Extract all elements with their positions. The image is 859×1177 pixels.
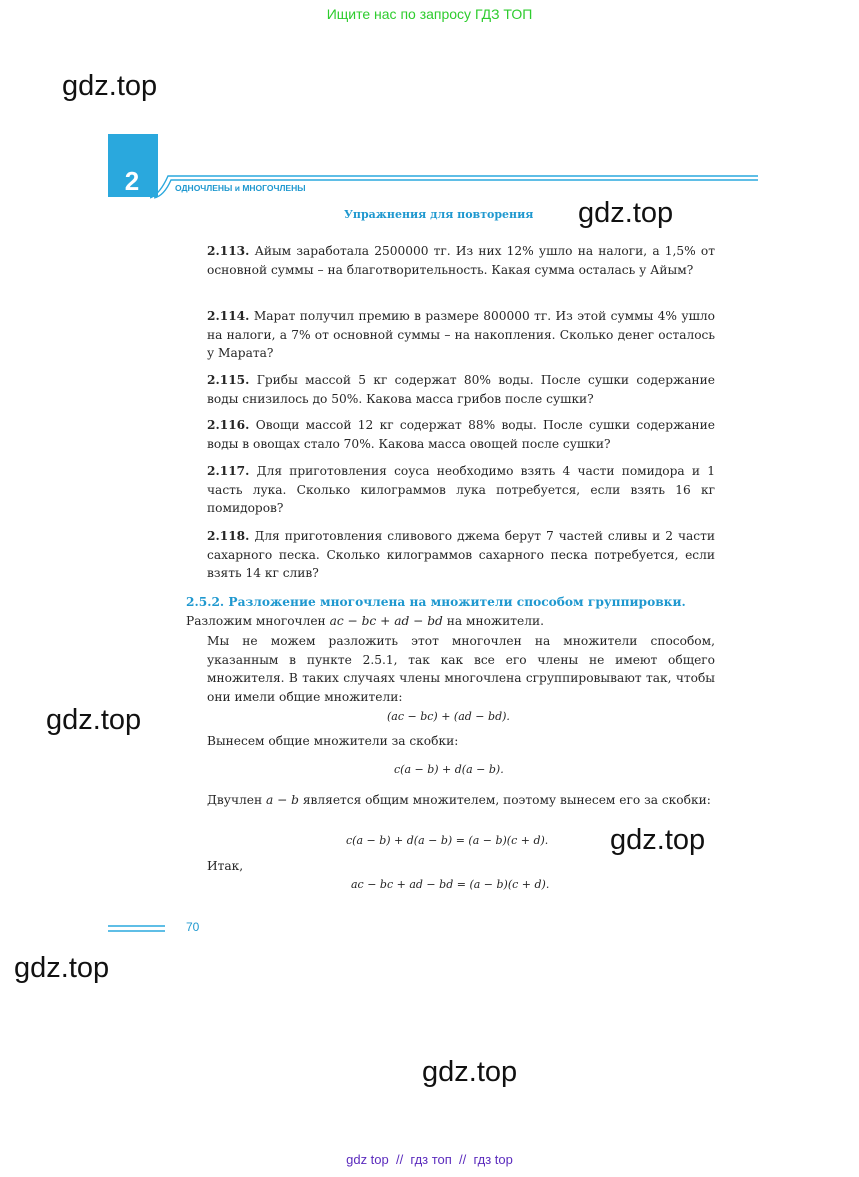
page-number-lines: [108, 923, 168, 935]
exercise-2-114: [207, 307, 715, 363]
watermark: gdz.top: [610, 824, 706, 856]
exercise-number: 2.118.: [207, 529, 250, 543]
exercise-text: Айым заработала 2500000 тг. Из них 12% ушло на налоги, а 1,5% от основной суммы – на благотворительность. Какая сумма осталась у Айым?: [207, 244, 716, 277]
footer-links[interactable]: gdz top // гдз топ // гдз top: [346, 1152, 513, 1167]
formula-1: (ac − bc) + (ad − bd).: [387, 710, 510, 723]
exercise-text: Марат получил премию в размере 800000 тг. Из этой суммы 4% ушло на налоги, а 7% от основной суммы – на накопления. Сколько денег осталось у Марата?: [207, 309, 715, 360]
paragraph-2: Вынесем общие множители за скобки:: [207, 734, 459, 748]
watermark: gdz.top: [578, 197, 674, 229]
watermark: gdz.top: [14, 952, 110, 984]
exercise-number: 2.115.: [207, 373, 250, 387]
exercise-text: Для приготовления соуса необходимо взять 4 части помидора и 1 часть лука. Сколько килограммов лука потребуется, если взять 16 кг помидоров?: [207, 464, 716, 515]
exercise-2-118: [207, 527, 715, 583]
paragraph-3: [207, 791, 715, 810]
chapter-header-lines: [150, 160, 760, 200]
exercise-number: 2.116.: [207, 418, 250, 432]
subsection-title-block: [186, 593, 715, 630]
chapter-label: ОДНОЧЛЕНЫ и МНОГОЧЛЕНЫ: [175, 183, 306, 193]
subsection-title: 2.5.2. Разложение многочлена на множители способом группировки.: [186, 595, 686, 609]
exercise-2-115: [207, 371, 715, 408]
formula-3: c(a − b) + d(a − b) = (a − b)(c + d).: [346, 834, 549, 847]
section-title: Упражнения для повторения: [344, 208, 534, 221]
intro-expression: ac − bc + ad − bd: [329, 613, 443, 628]
paragraph-4: Итак,: [207, 859, 244, 873]
paragraph-1: Мы не можем разложить этот многочлен на множители способом, указанным в пункте 2.5.1, так как все его члены не имеют общего множителя. В таких случаях члены многочлена сгруппировывают так, чтобы они имели общие множители:: [207, 634, 715, 704]
page-number: 70: [186, 920, 200, 934]
exercise-number: 2.117.: [207, 464, 250, 478]
top-banner: Ищите нас по запросу ГДЗ ТОП: [326, 6, 533, 22]
exercise-2-117: [207, 462, 715, 518]
paragraph-3-expression: a − b: [265, 793, 299, 807]
paragraph-3-text-end: является общим множителем, поэтому вынесем его за скобки:: [302, 793, 711, 807]
exercise-text: Грибы массой 5 кг содержат 80% воды. После сушки содержание воды снизилось до 50%. Какова масса грибов после сушки?: [207, 373, 715, 406]
paragraph-3-text: Двучлен: [207, 793, 263, 807]
intro-text: Разложим многочлен: [186, 613, 326, 628]
intro-text-end: на множители.: [446, 613, 544, 628]
watermark: gdz.top: [46, 704, 142, 736]
exercise-number: 2.114.: [207, 309, 250, 323]
exercise-text: Овощи массой 12 кг содержат 88% воды. После сушки содержание воды в овощах стало 70%. Какова масса овощей после сушки?: [207, 418, 716, 451]
exercise-2-116: [207, 416, 715, 453]
exercise-number: 2.113.: [207, 244, 250, 258]
exercise-text: Для приготовления сливового джема берут 7 частей сливы и 2 части сахарного песка. Сколько килограммов сахарного песка потребуется, если взять 14 кг слив?: [207, 529, 716, 580]
exercise-2-113: [207, 242, 715, 279]
formula-2: c(a − b) + d(a − b).: [394, 763, 504, 776]
formula-4: ac − bc + ad − bd = (a − b)(c + d).: [351, 878, 550, 891]
chapter-number: 2: [124, 166, 140, 196]
watermark: gdz.top: [422, 1056, 518, 1088]
watermark: gdz.top: [62, 70, 158, 102]
